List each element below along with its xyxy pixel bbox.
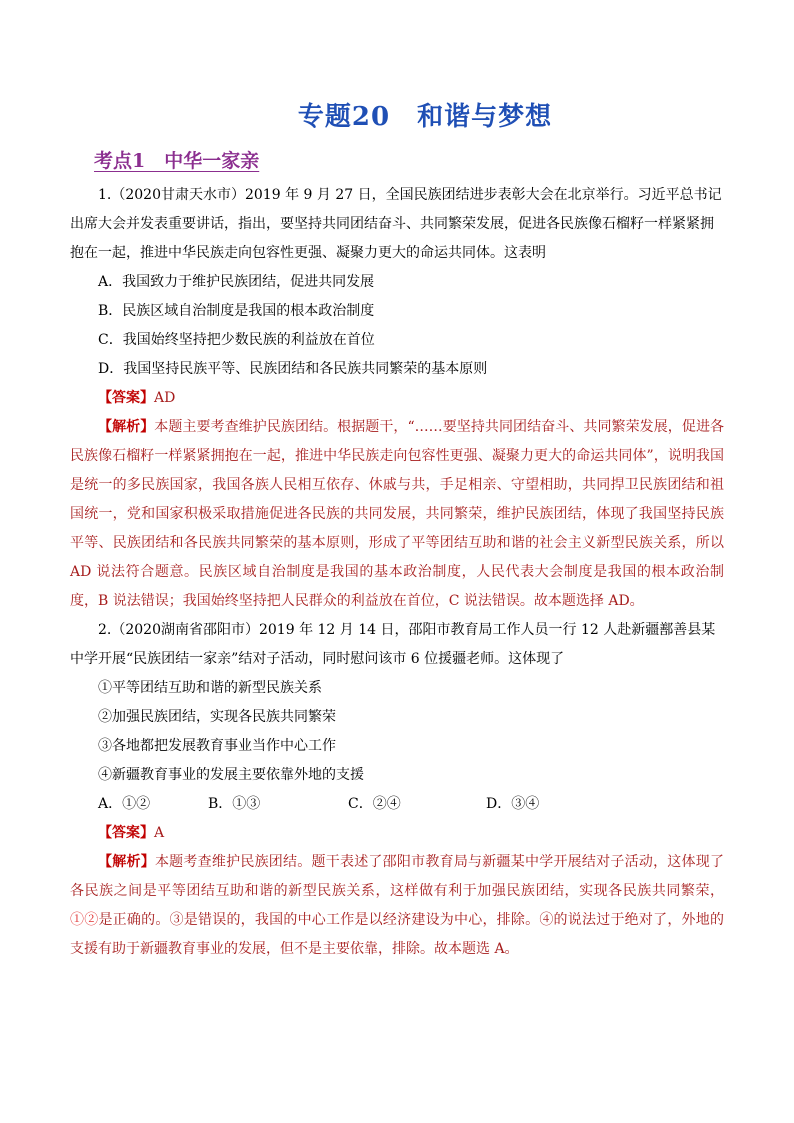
answer-label: 【答案】 xyxy=(98,390,154,406)
analysis-text-b: 是正确的。③是错误的，我国的中心工作是以经济建设为中心，排除。④的说法过于绝对了，外地的支援有助于新疆教育事业的发展，但不是主要依靠，排除。故本题选 A。 xyxy=(70,912,725,957)
question-1-answer xyxy=(70,384,724,413)
question-1-stem: 1.（2020甘肃天水市）2019 年 9 月 27 日，全国民族团结进步表彰大会在北京举行。习近平总书记出席大会并发表重要讲话，指出，要坚持共同团结奋斗、共同繁荣发展，促进各民族像石榴籽一样紧紧拥抱在一起，推进中华民族走向包容性更强、凝聚力更大的命运共同体。这表明 xyxy=(70,187,722,261)
question-1-option-d: D．我国坚持民族平等、民族团结和各民族共同繁荣的基本原则 xyxy=(98,361,488,377)
choice-a: A．①② xyxy=(98,796,151,812)
answer-label: 【答案】 xyxy=(98,825,154,841)
choice-c: C．②④ xyxy=(348,796,401,812)
choice-d: D．③④ xyxy=(486,796,540,812)
question-2-statement-1: ①平等团结互助和谐的新型民族关系 xyxy=(98,680,322,696)
question-2-statement-2: ②加强民族团结，实现各民族共同繁荣 xyxy=(98,709,336,725)
question-1-analysis xyxy=(70,413,724,616)
analysis-text-a: 本题考查维护民族团结。题干表述了邵阳市教育局与新疆某中学开展结对子活动，这体现了各民族之间是平等团结互助和谐的新型民族关系，这样做有利于加强民族团结，实现各民族共同繁荣， xyxy=(70,854,725,899)
question-2-stem: 2.（2020湖南省邵阳市）2019 年 12 月 14 日，邵阳市教育局工作人员一行 12 人赴新疆鄯善县某中学开展“民族团结一家亲”结对子活动，同时慰问该市 6 位援疆老师。这体现了 xyxy=(70,622,716,667)
question-1-option-b: B．民族区域自治制度是我国的根本政治制度 xyxy=(98,303,375,319)
analysis-text: 本题主要考查维护民族团结。根据题干，“……要坚持共同团结奋斗、共同繁荣发展，促进各民族像石榴籽一样紧紧拥抱在一起，推进中华民族走向包容性更强、凝聚力更大的命运共同体”，说明我国是统一的多民族国家，我国各族人民相互依存、休戚与共，手足相亲、守望相助，共同捍卫民族团结和祖国统一，党和国家积极采取措施促进各民族的共同发展，共同繁荣，维护民族团结，体现了我国坚持民族平等、民族团结和各民族共同繁荣的基本原则，形成了平等团结互助和谐的社会主义新型民族关系，所以 AD 说法符合题意。民族区域自治制度是我国的基本政治制度，人民代表大会制度是我国的根本政治制度，B 说法错误；我国始终坚持把人民群众的利益放在首位，C 说法错误。故本题选择 AD。 xyxy=(70,419,725,609)
analysis-label: 【解析】 xyxy=(98,419,155,435)
question-2-statement-4: ④新疆教育事业的发展主要依靠外地的支援 xyxy=(98,767,364,783)
question-1-option-a: A．我国致力于维护民族团结，促进共同发展 xyxy=(98,274,375,290)
question-2-statement-3: ③各地都把发展教育事业当作中心工作 xyxy=(98,738,336,754)
analysis-highlight: ①② xyxy=(70,912,99,928)
analysis-label: 【解析】 xyxy=(98,854,155,870)
question-2-answer xyxy=(70,819,724,848)
choice-b: B．①③ xyxy=(208,796,261,812)
section-heading: 考点1 中华一家亲 xyxy=(94,150,260,172)
document-content xyxy=(70,181,724,964)
question-2-analysis xyxy=(70,848,724,964)
question-2-choices xyxy=(70,790,724,819)
answer-value: AD xyxy=(154,390,176,406)
answer-value: A xyxy=(154,825,165,841)
page-title: 专题20 和谐与梦想 xyxy=(297,102,553,132)
question-1-option-c: C．我国始终坚持把少数民族的利益放在首位 xyxy=(98,332,375,348)
